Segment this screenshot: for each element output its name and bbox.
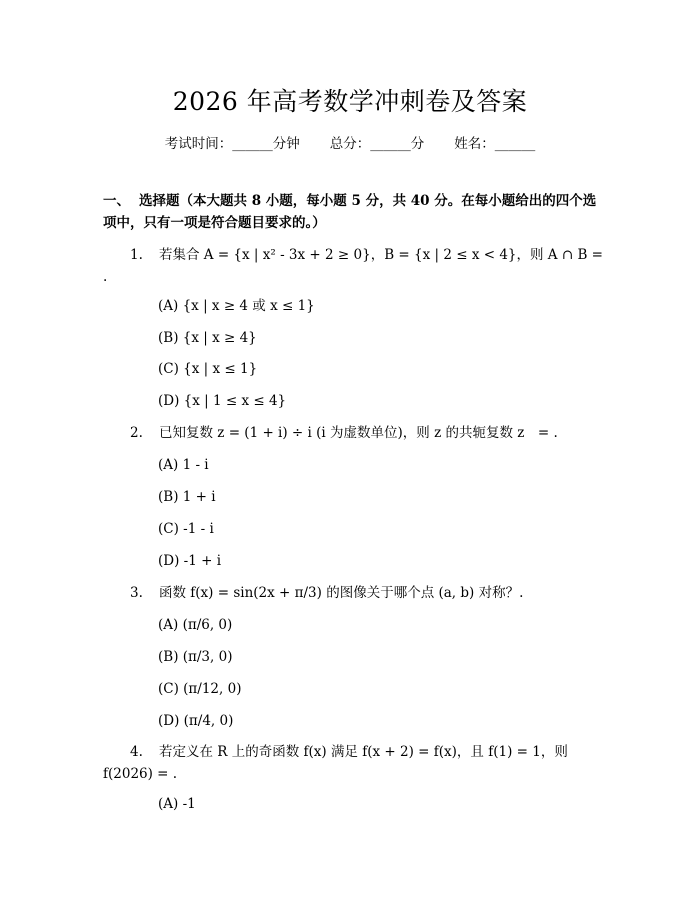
question-stem: 若集合 A = {x | x² - 3x + 2 ≥ 0}，B = {x | 2 ≤ x < 4}，则 A ∩ B = . xyxy=(103,247,603,285)
answer-option: (A) -1 xyxy=(158,796,196,812)
section-instructions: 选择题（本大题共 8 小题，每小题 5 分，共 40 分。在每小题给出的四个选项中，只有一项是符合题目要求的。） xyxy=(103,193,597,231)
answer-option: (D) -1 + i xyxy=(158,553,222,569)
answer-option: (B) (π/3, 0) xyxy=(158,649,233,665)
question-item xyxy=(103,582,603,604)
question-number: 1. xyxy=(130,247,143,263)
section-number: 一、 xyxy=(103,193,130,209)
answer-option: (C) (π/12, 0) xyxy=(158,681,242,697)
question-stem: 函数 f(x) = sin(2x + π/3) 的图像关于哪个点 (a, b) 对称？. xyxy=(159,585,524,601)
question-item xyxy=(103,422,603,444)
question-number: 3. xyxy=(130,585,143,601)
answer-option: (B) {x | x ≥ 4} xyxy=(158,330,257,346)
question-number: 4. xyxy=(130,744,143,760)
question-item xyxy=(103,741,603,785)
answer-option: (A) {x | x ≥ 4 或 x ≤ 1} xyxy=(158,298,315,314)
question-stem: 若定义在 R 上的奇函数 f(x) 满足 f(x + 2) = f(x)，且 f(1) = 1，则 f(2026) = . xyxy=(103,744,568,782)
answer-option: (C) {x | x ≤ 1} xyxy=(158,361,258,377)
exam-time-field: 考试时间：______分钟 xyxy=(164,136,300,152)
answer-option: (D) {x | 1 ≤ x ≤ 4} xyxy=(158,393,287,409)
answer-option: (A) 1 - i xyxy=(158,457,209,473)
total-score-field: 总分：______分 xyxy=(329,136,425,152)
question-item xyxy=(103,244,603,288)
section-heading xyxy=(103,190,598,234)
answer-option: (A) (π/6, 0) xyxy=(158,617,233,633)
page-title: 2026 年高考数学冲刺卷及答案 xyxy=(172,87,528,116)
answer-option: (D) (π/4, 0) xyxy=(158,713,234,729)
student-name-field: 姓名：______ xyxy=(454,136,536,152)
question-number: 2. xyxy=(130,425,143,441)
answer-option: (B) 1 + i xyxy=(158,489,216,505)
question-stem: 已知复数 z = (1 + i) ÷ i (i 为虚数单位)，则 z 的共轭复数 z = . xyxy=(159,425,558,441)
answer-option: (C) -1 - i xyxy=(158,521,214,537)
exam-info-line xyxy=(0,132,700,152)
